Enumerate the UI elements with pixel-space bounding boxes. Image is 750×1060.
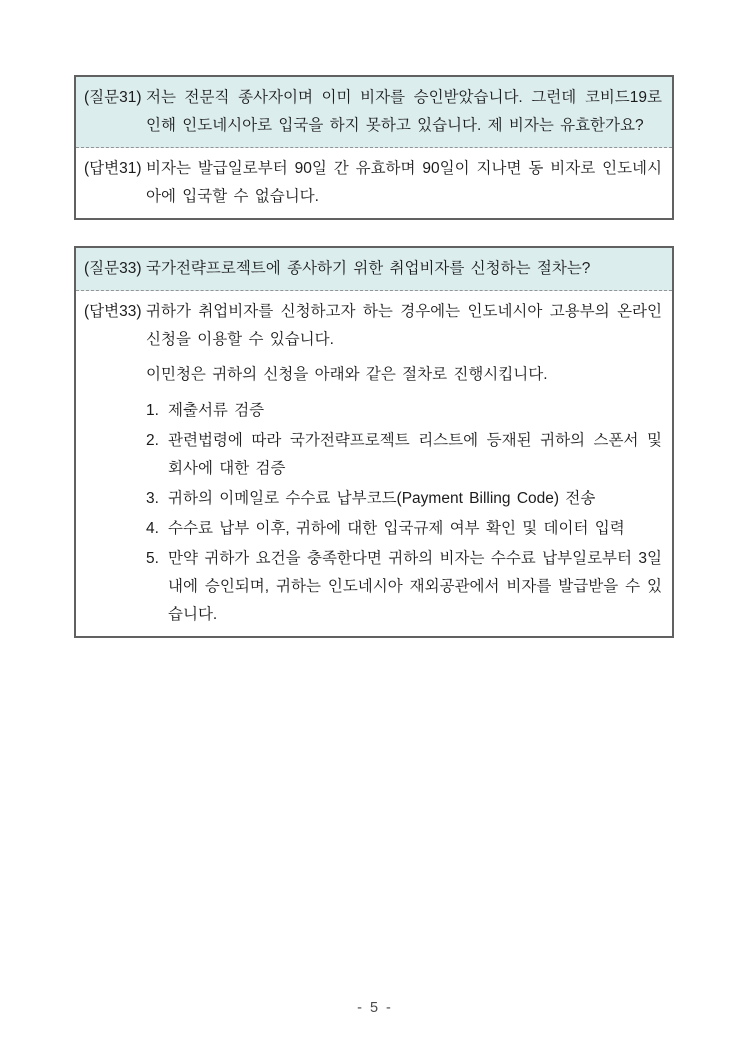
procedure-list [146, 397, 662, 629]
answer-section-33 [76, 291, 672, 636]
question-text-31: 저는 전문직 종사자이며 이미 비자를 승인받았습니다. 그런데 코비드19로 인해 인도네시아로 입국을 하지 못하고 있습니다. 제 비자는 유효한가요? [146, 89, 662, 134]
question-label-33: (질문33) [84, 260, 142, 277]
list-item-number: 2. [146, 432, 159, 449]
list-item-number: 4. [146, 520, 159, 537]
question-row-33 [84, 255, 662, 283]
list-item-number: 1. [146, 402, 159, 419]
list-item-text: 관련법령에 따라 국가전략프로젝트 리스트에 등재된 귀하의 스폰서 및 회사에 대한 검증 [168, 432, 662, 477]
answer-row-31 [84, 155, 662, 211]
list-item-text: 만약 귀하가 요건을 충족한다면 귀하의 비자는 수수료 납부일로부터 3일 내에 승인되며, 귀하는 인도네시아 재외공관에서 비자를 발급받을 수 있습니다. [168, 550, 662, 623]
answer-paragraph: 이민청은 귀하의 신청을 아래와 같은 절차로 진행시킵니다. [146, 366, 548, 383]
question-section-33 [76, 248, 672, 291]
list-item-number: 5. [146, 550, 159, 567]
list-item-text: 제출서류 검증 [168, 402, 265, 419]
answer-paragraph: 귀하가 취업비자를 신청하고자 하는 경우에는 인도네시아 고용부의 온라인 신청을 이용할 수 있습니다. [146, 303, 662, 348]
answer-row-33 [84, 298, 662, 629]
list-item [146, 545, 662, 629]
list-item [146, 485, 662, 513]
list-item [146, 515, 662, 543]
qa-box-33 [74, 246, 674, 638]
question-section-31 [76, 77, 672, 148]
answer-label-31: (답변31) [84, 160, 142, 177]
list-item [146, 397, 662, 425]
question-row-31 [84, 84, 662, 140]
list-item-text: 수수료 납부 이후, 귀하에 대한 입국규제 여부 확인 및 데이터 입력 [168, 520, 625, 537]
list-item-number: 3. [146, 490, 159, 507]
answer-section-31 [76, 148, 672, 218]
answer-label-33: (답변33) [84, 303, 142, 320]
list-item [146, 427, 662, 483]
answer-body-33 [146, 298, 662, 629]
question-label-31: (질문31) [84, 89, 142, 106]
page-number: - 5 - [357, 1000, 393, 1016]
list-item-text: 귀하의 이메일로 수수료 납부코드(Payment Billing Code) 전송 [168, 490, 596, 507]
answer-text-31: 비자는 발급일로부터 90일 간 유효하며 90일이 지나면 동 비자로 인도네시아에 입국할 수 없습니다. [146, 160, 662, 205]
question-text-33: 국가전략프로젝트에 종사하기 위한 취업비자를 신청하는 절차는? [146, 260, 591, 277]
qa-box-31 [74, 75, 674, 220]
